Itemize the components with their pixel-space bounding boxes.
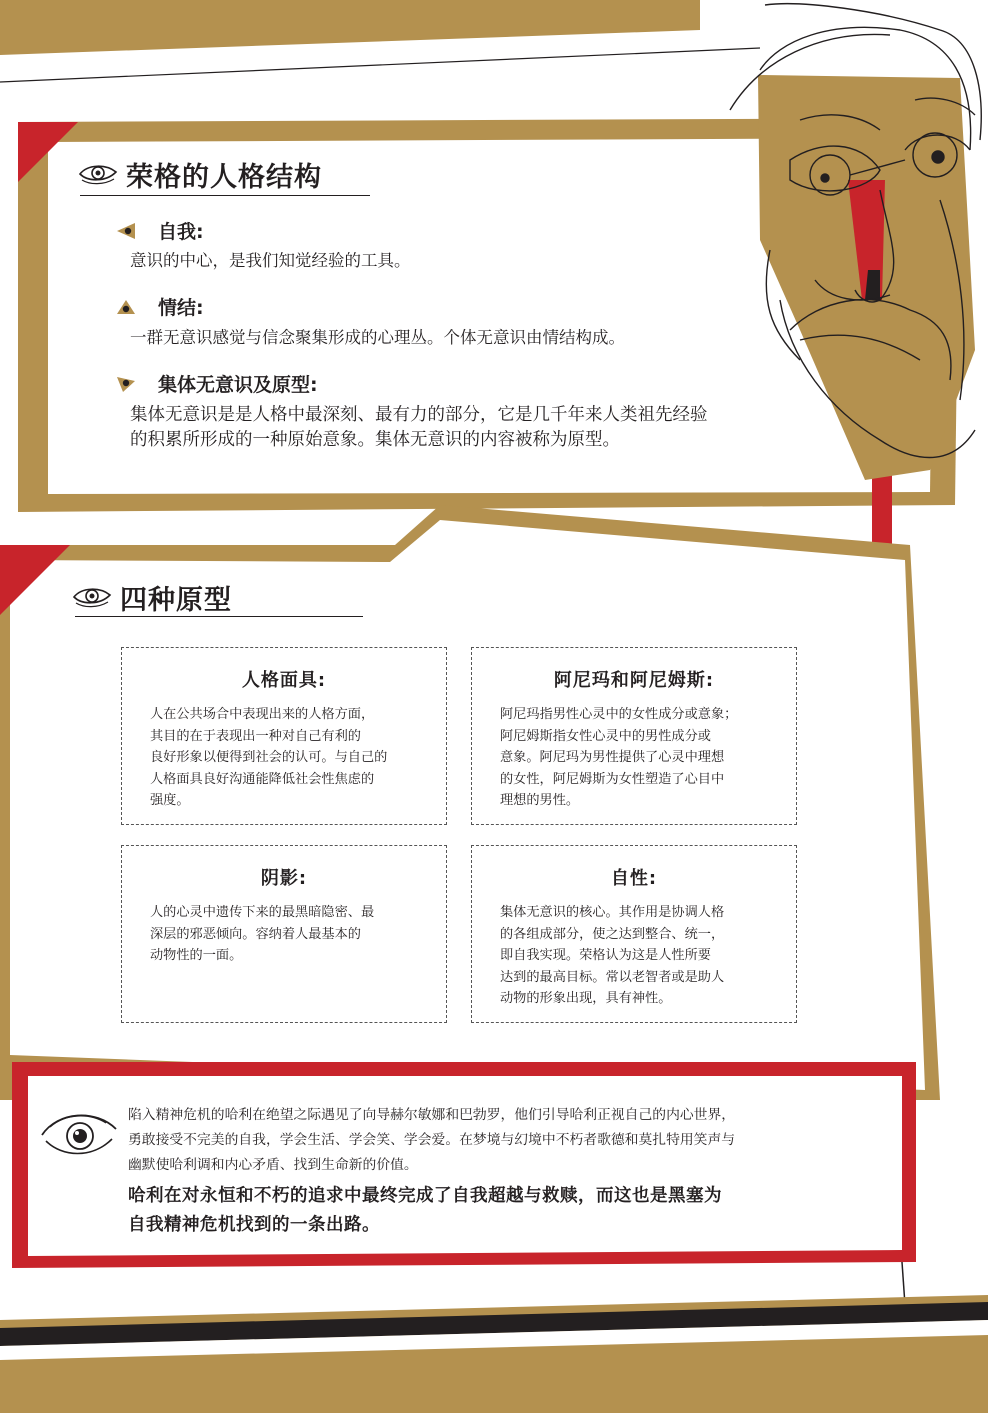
card-title: 人格面具: (241, 670, 327, 691)
eye-bullet-icon (115, 222, 137, 240)
card-line: 强度。 (150, 793, 190, 808)
card-shadow (121, 845, 447, 1023)
card-persona (121, 647, 447, 825)
card-line: 良好形象以便得到社会的认可。与自己的 (150, 750, 388, 765)
item-complex-body: 一群无意识感觉与信念聚集形成的心理丛。个体无意识由情结构成。 (130, 328, 625, 347)
card-line: 动物的形象出现，具有神性。 (500, 991, 672, 1006)
eye-icon (78, 160, 118, 186)
card-title: 阴影: (260, 868, 308, 889)
card-line: 理想的男性。 (500, 793, 580, 808)
summary-line1: 陷入精神危机的哈利在绝望之际遇见了向导赫尔敏娜和巴勃罗，他们引导哈利正视自己的内心世界， (128, 1107, 736, 1123)
card-line: 的女性，阿尼姆斯为女性塑造了心目中 (500, 771, 725, 787)
card-line: 的各组成部分，使之达到整合、统一， (500, 926, 725, 942)
card-anima-animus (471, 647, 797, 825)
card-title: 自性: (610, 868, 658, 889)
card-line: 阿尼玛指男性心灵中的女性成分或意象； (500, 707, 738, 722)
card-line: 阿尼姆斯指女性心灵中的男性成分或 (500, 728, 711, 744)
section1-underline (80, 195, 370, 196)
summary-line2: 勇敢接受不完美的自我，学会生活、学会笑、学会爱。在梦境与幻境中不朽者歌德和莫扎特用笑声与 (128, 1132, 736, 1148)
card-line: 集体无意识的核心。其作用是协调人格 (500, 905, 725, 920)
item-collective-body-line2: 的积累所形成的一种原始意象。集体无意识的内容被称为原型。 (130, 430, 620, 450)
summary-bold-line1: 哈利在对永恒和不朽的追求中最终完成了自我超越与救赎，而这也是黑塞为 (128, 1186, 722, 1206)
card-line: 达到的最高目标。常以老智者或是助人 (500, 969, 725, 985)
eye-bullet-icon (115, 375, 137, 393)
eye-icon (72, 583, 112, 609)
item-ego-title: 自我: (158, 221, 204, 243)
card-body (500, 704, 774, 812)
card-line: 人的心灵中遗传下来的最黑暗隐密、最 (150, 905, 375, 920)
card-line: 人格面具良好沟通能降低社会性焦虑的 (150, 771, 375, 787)
item-collective-title: 集体无意识及原型: (158, 374, 318, 396)
card-line: 其目的在于表现出一种对自己有利的 (150, 728, 361, 744)
section2-underline (75, 616, 363, 617)
card-body (150, 902, 424, 967)
section2-title: 四种原型 (120, 585, 232, 616)
card-line: 动物性的一面。 (150, 948, 243, 963)
eye-icon (40, 1105, 118, 1167)
card-title: 阿尼玛和阿尼姆斯: (553, 670, 715, 691)
card-line: 意象。阿尼玛为男性提供了心灵中理想 (500, 750, 725, 765)
card-body (500, 902, 774, 1010)
summary-line3: 幽默使哈利调和内心矛盾、找到生命新的价值。 (128, 1157, 418, 1173)
summary-bold-line2: 自我精神危机找到的一条出路。 (128, 1215, 380, 1235)
card-line: 人在公共场合中表现出来的人格方面， (150, 707, 375, 722)
item-complex-title: 情结: (158, 297, 204, 319)
section1-title: 荣格的人格结构 (126, 162, 322, 193)
card-self (471, 845, 797, 1023)
eye-bullet-icon (115, 298, 137, 316)
card-body (150, 704, 424, 812)
card-line: 即自我实现。荣格认为这是人性所要 (500, 948, 711, 963)
card-line: 深层的邪恶倾向。容纳着人最基本的 (150, 926, 361, 942)
item-ego-body: 意识的中心，是我们知觉经验的工具。 (130, 251, 411, 270)
item-collective-body-line1: 集体无意识是是人格中最深刻、最有力的部分，它是几千年来人类祖先经验 (130, 405, 708, 425)
